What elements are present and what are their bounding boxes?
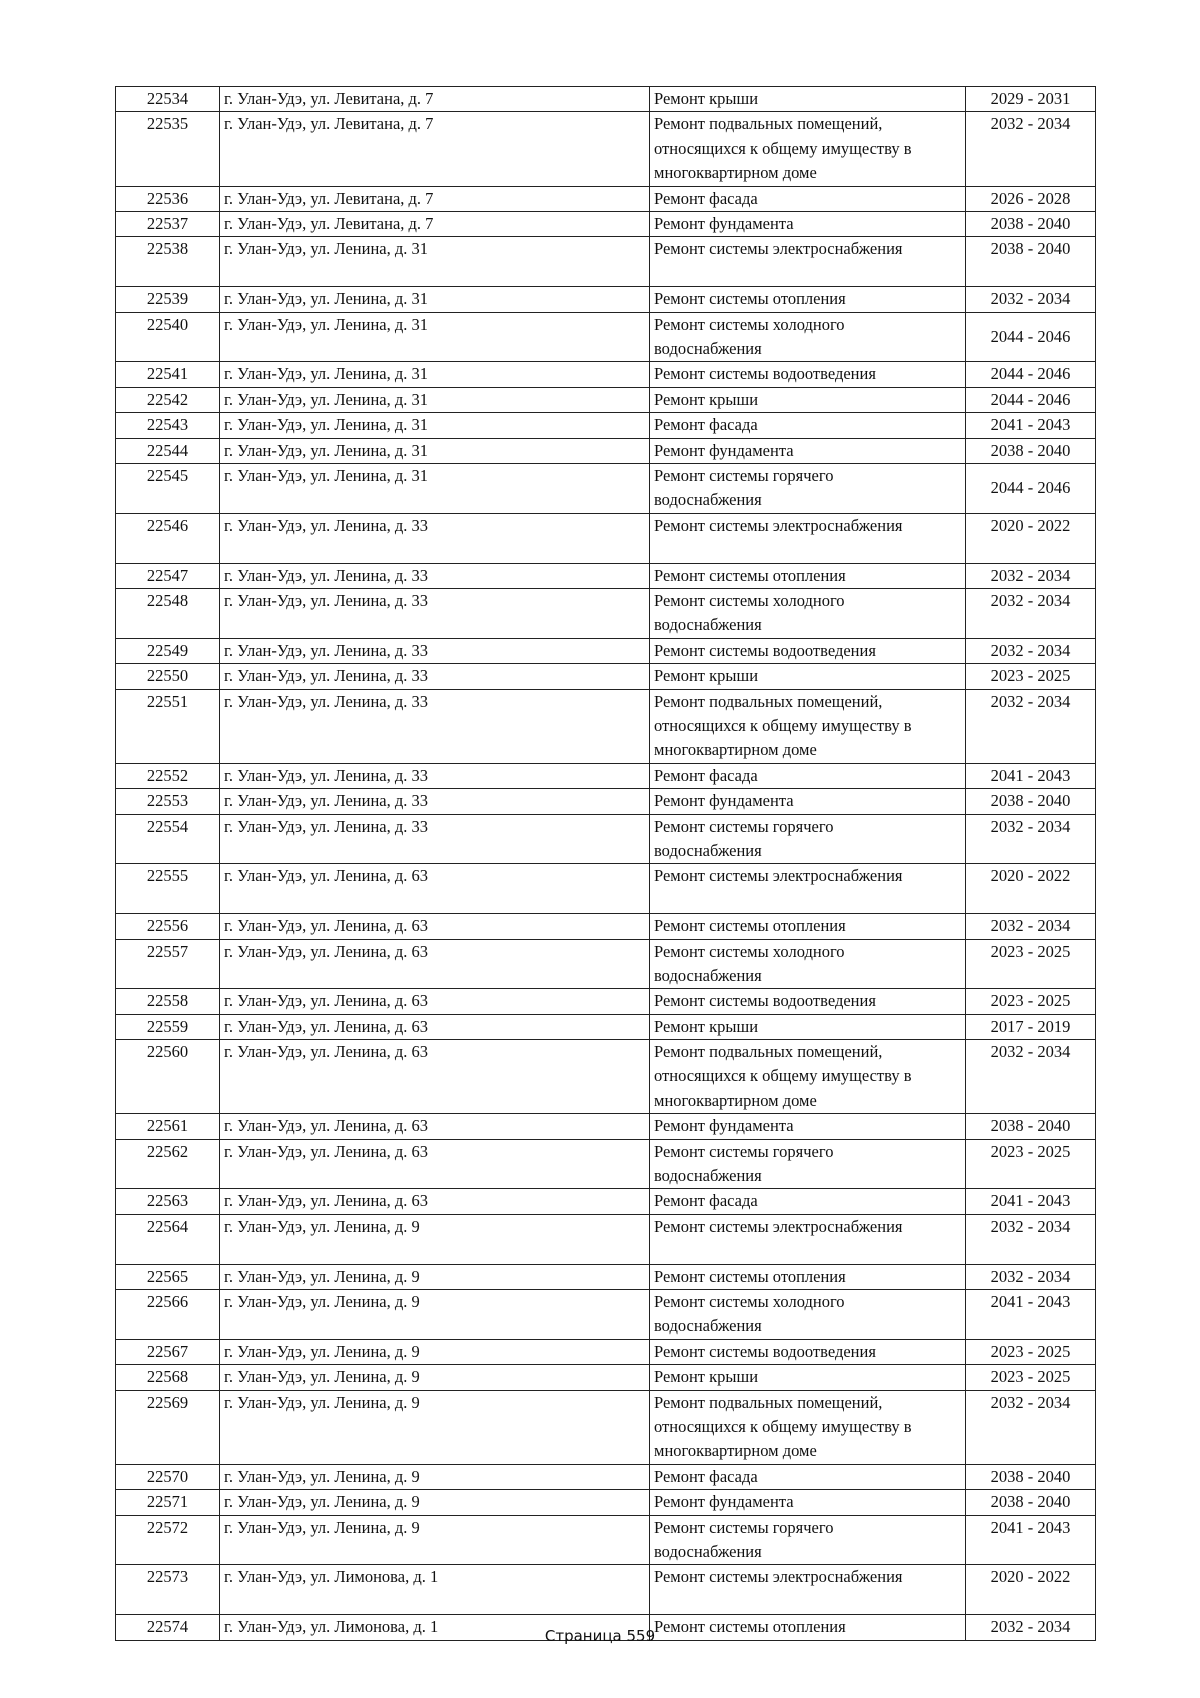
cell-address: г. Улан-Удэ, ул. Ленина, д. 31 bbox=[220, 312, 650, 362]
work-line: Ремонт системы водоотведения bbox=[654, 640, 876, 660]
work-line: Ремонт подвальных помещений, bbox=[654, 691, 883, 711]
cell-work-type bbox=[650, 1390, 966, 1464]
work-line: Ремонт крыши bbox=[654, 1016, 759, 1036]
cell-work-type bbox=[650, 1040, 966, 1114]
cell-period: 2023 - 2025 bbox=[966, 939, 1096, 989]
table-row bbox=[116, 1214, 1096, 1264]
cell-work-type bbox=[650, 1139, 966, 1189]
cell-address: г. Улан-Удэ, ул. Левитана, д. 7 bbox=[220, 186, 650, 211]
cell-work-type bbox=[650, 914, 966, 939]
cell-address: г. Улан-Удэ, ул. Ленина, д. 33 bbox=[220, 513, 650, 563]
work-line bbox=[654, 538, 961, 562]
cell-work-type bbox=[650, 237, 966, 287]
cell-work-type bbox=[650, 87, 966, 112]
cell-work-type bbox=[650, 387, 966, 412]
cell-id: 22548 bbox=[116, 588, 220, 638]
cell-work-type bbox=[650, 1365, 966, 1390]
cell-address: г. Улан-Удэ, ул. Ленина, д. 9 bbox=[220, 1214, 650, 1264]
work-line: водоснабжения bbox=[654, 1316, 762, 1336]
cell-period: 2032 - 2034 bbox=[966, 1214, 1096, 1264]
table-row bbox=[116, 1339, 1096, 1364]
cell-address: г. Улан-Удэ, ул. Ленина, д. 9 bbox=[220, 1264, 650, 1289]
table-row bbox=[116, 463, 1096, 513]
cell-id: 22560 bbox=[116, 1040, 220, 1114]
document-page bbox=[115, 86, 1095, 1641]
cell-work-type bbox=[650, 1339, 966, 1364]
work-line: Ремонт фасада bbox=[654, 765, 758, 785]
table-row bbox=[116, 1565, 1096, 1615]
cell-id: 22538 bbox=[116, 237, 220, 287]
cell-period: 2023 - 2025 bbox=[966, 1365, 1096, 1390]
cell-work-type bbox=[650, 1464, 966, 1489]
table-row bbox=[116, 563, 1096, 588]
work-line: Ремонт фундамента bbox=[654, 440, 794, 460]
cell-address: г. Улан-Удэ, ул. Ленина, д. 33 bbox=[220, 789, 650, 814]
table-row bbox=[116, 1490, 1096, 1515]
cell-address: г. Улан-Удэ, ул. Ленина, д. 63 bbox=[220, 1114, 650, 1139]
work-line: Ремонт системы отопления bbox=[654, 289, 846, 309]
cell-address: г. Улан-Удэ, ул. Ленина, д. 63 bbox=[220, 1014, 650, 1039]
cell-id: 22556 bbox=[116, 914, 220, 939]
table-row bbox=[116, 1365, 1096, 1390]
work-line: Ремонт системы холодного bbox=[654, 590, 845, 610]
cell-id: 22568 bbox=[116, 1365, 220, 1390]
work-line: Ремонт системы горячего bbox=[654, 1517, 834, 1537]
cell-period: 2041 - 2043 bbox=[966, 1290, 1096, 1340]
cell-work-type bbox=[650, 1290, 966, 1340]
work-line: Ремонт системы горячего bbox=[654, 465, 834, 485]
cell-period: 2041 - 2043 bbox=[966, 1515, 1096, 1565]
cell-address: г. Улан-Удэ, ул. Ленина, д. 9 bbox=[220, 1390, 650, 1464]
cell-work-type bbox=[650, 287, 966, 312]
cell-period: 2041 - 2043 bbox=[966, 1189, 1096, 1214]
cell-address: г. Улан-Удэ, ул. Ленина, д. 33 bbox=[220, 763, 650, 788]
cell-id: 22563 bbox=[116, 1189, 220, 1214]
work-line: Ремонт фундамента bbox=[654, 1492, 794, 1512]
cell-id: 22566 bbox=[116, 1290, 220, 1340]
cell-work-type bbox=[650, 513, 966, 563]
table-row bbox=[116, 112, 1096, 186]
cell-id: 22552 bbox=[116, 763, 220, 788]
cell-period: 2032 - 2034 bbox=[966, 1040, 1096, 1114]
cell-id: 22562 bbox=[116, 1139, 220, 1189]
cell-id: 22543 bbox=[116, 413, 220, 438]
table-row bbox=[116, 1114, 1096, 1139]
table-row bbox=[116, 186, 1096, 211]
work-line: Ремонт крыши bbox=[654, 89, 759, 108]
cell-period: 2032 - 2034 bbox=[966, 814, 1096, 864]
work-line: Ремонт системы горячего bbox=[654, 816, 834, 836]
work-line: Ремонт системы отопления bbox=[654, 916, 846, 936]
cell-period: 2029 - 2031 bbox=[966, 87, 1096, 112]
work-line: Ремонт крыши bbox=[654, 389, 759, 409]
cell-work-type bbox=[650, 763, 966, 788]
cell-id: 22564 bbox=[116, 1214, 220, 1264]
cell-address: г. Улан-Удэ, ул. Ленина, д. 63 bbox=[220, 1189, 650, 1214]
cell-address: г. Улан-Удэ, ул. Ленина, д. 63 bbox=[220, 1040, 650, 1114]
cell-id: 22555 bbox=[116, 864, 220, 914]
table-row bbox=[116, 1189, 1096, 1214]
cell-work-type bbox=[650, 1114, 966, 1139]
cell-work-type bbox=[650, 1565, 966, 1615]
cell-id: 22537 bbox=[116, 211, 220, 236]
table-row bbox=[116, 1290, 1096, 1340]
cell-work-type bbox=[650, 312, 966, 362]
cell-id: 22570 bbox=[116, 1464, 220, 1489]
cell-period: 2023 - 2025 bbox=[966, 1339, 1096, 1364]
cell-address: г. Улан-Удэ, ул. Ленина, д. 31 bbox=[220, 387, 650, 412]
table-row bbox=[116, 638, 1096, 663]
work-line: Ремонт подвальных помещений, bbox=[654, 1392, 883, 1412]
cell-work-type bbox=[650, 588, 966, 638]
table-row bbox=[116, 87, 1096, 112]
cell-address: г. Улан-Удэ, ул. Ленина, д. 63 bbox=[220, 914, 650, 939]
cell-id: 22546 bbox=[116, 513, 220, 563]
work-line: многоквартирном доме bbox=[654, 163, 817, 183]
table-row bbox=[116, 914, 1096, 939]
cell-work-type bbox=[650, 413, 966, 438]
cell-period: 2032 - 2034 bbox=[966, 588, 1096, 638]
work-line bbox=[654, 1239, 961, 1263]
cell-address: г. Улан-Удэ, ул. Ленина, д. 9 bbox=[220, 1464, 650, 1489]
table-row bbox=[116, 989, 1096, 1014]
cell-period: 2032 - 2034 bbox=[966, 689, 1096, 763]
work-line: многоквартирном доме bbox=[654, 1441, 817, 1461]
work-line: Ремонт подвальных помещений, bbox=[654, 114, 883, 134]
work-line: Ремонт системы электроснабжения bbox=[654, 1216, 903, 1236]
table-row bbox=[116, 1264, 1096, 1289]
cell-id: 22536 bbox=[116, 186, 220, 211]
cell-work-type bbox=[650, 112, 966, 186]
cell-id: 22574 bbox=[116, 1615, 220, 1640]
cell-period: 2032 - 2034 bbox=[966, 112, 1096, 186]
work-line: водоснабжения bbox=[654, 338, 762, 358]
cell-work-type bbox=[650, 362, 966, 387]
work-line: Ремонт фасада bbox=[654, 1466, 758, 1486]
table-row bbox=[116, 1464, 1096, 1489]
work-line: Ремонт системы водоотведения bbox=[654, 1341, 876, 1361]
table-row bbox=[116, 312, 1096, 362]
cell-address: г. Улан-Удэ, ул. Лимонова, д. 1 bbox=[220, 1565, 650, 1615]
cell-period: 2038 - 2040 bbox=[966, 438, 1096, 463]
cell-work-type bbox=[650, 939, 966, 989]
cell-period: 2044 - 2046 bbox=[966, 312, 1096, 362]
cell-id: 22547 bbox=[116, 563, 220, 588]
work-line: Ремонт системы отопления bbox=[654, 565, 846, 585]
work-line: относящихся к общему имуществу в bbox=[654, 1417, 912, 1437]
cell-address: г. Улан-Удэ, ул. Ленина, д. 9 bbox=[220, 1365, 650, 1390]
cell-period: 2032 - 2034 bbox=[966, 638, 1096, 663]
cell-id: 22545 bbox=[116, 463, 220, 513]
work-line: Ремонт крыши bbox=[654, 1367, 759, 1387]
cell-period: 2023 - 2025 bbox=[966, 1139, 1096, 1189]
cell-work-type bbox=[650, 664, 966, 689]
work-line: многоквартирном доме bbox=[654, 740, 817, 760]
work-line: Ремонт фасада bbox=[654, 188, 758, 208]
cell-address: г. Улан-Удэ, ул. Лимонова, д. 1 bbox=[220, 1615, 650, 1640]
cell-work-type bbox=[650, 638, 966, 663]
cell-address: г. Улан-Удэ, ул. Ленина, д. 33 bbox=[220, 563, 650, 588]
work-line: водоснабжения bbox=[654, 840, 762, 860]
cell-address: г. Улан-Удэ, ул. Ленина, д. 33 bbox=[220, 588, 650, 638]
work-line: Ремонт фасада bbox=[654, 415, 758, 435]
work-line: водоснабжения bbox=[654, 490, 762, 510]
table-row bbox=[116, 287, 1096, 312]
work-line: Ремонт системы горячего bbox=[654, 1141, 834, 1161]
cell-address: г. Улан-Удэ, ул. Ленина, д. 63 bbox=[220, 989, 650, 1014]
table-row bbox=[116, 864, 1096, 914]
cell-work-type bbox=[650, 1214, 966, 1264]
cell-period: 2032 - 2034 bbox=[966, 1615, 1096, 1640]
cell-work-type bbox=[650, 211, 966, 236]
work-line: Ремонт системы отопления bbox=[654, 1617, 846, 1637]
table-row bbox=[116, 939, 1096, 989]
table-row bbox=[116, 362, 1096, 387]
cell-id: 22534 bbox=[116, 87, 220, 112]
cell-id: 22554 bbox=[116, 814, 220, 864]
table-row bbox=[116, 438, 1096, 463]
work-line: Ремонт подвальных помещений, bbox=[654, 1042, 883, 1062]
cell-period: 2044 - 2046 bbox=[966, 362, 1096, 387]
table-row bbox=[116, 1139, 1096, 1189]
table-row bbox=[116, 387, 1096, 412]
cell-period: 2026 - 2028 bbox=[966, 186, 1096, 211]
cell-address: г. Улан-Удэ, ул. Ленина, д. 9 bbox=[220, 1515, 650, 1565]
cell-address: г. Улан-Удэ, ул. Ленина, д. 33 bbox=[220, 638, 650, 663]
work-line: Ремонт фундамента bbox=[654, 213, 794, 233]
cell-period: 2038 - 2040 bbox=[966, 211, 1096, 236]
table-row bbox=[116, 1040, 1096, 1114]
cell-id: 22544 bbox=[116, 438, 220, 463]
work-line: Ремонт системы электроснабжения bbox=[654, 1567, 903, 1587]
cell-work-type bbox=[650, 438, 966, 463]
work-line: относящихся к общему имуществу в bbox=[654, 1066, 912, 1086]
cell-period: 2023 - 2025 bbox=[966, 664, 1096, 689]
cell-work-type bbox=[650, 789, 966, 814]
cell-address: г. Улан-Удэ, ул. Левитана, д. 7 bbox=[220, 87, 650, 112]
repair-schedule-table bbox=[115, 86, 1096, 1641]
work-line: Ремонт крыши bbox=[654, 666, 759, 686]
table-row bbox=[116, 664, 1096, 689]
cell-address: г. Улан-Удэ, ул. Ленина, д. 33 bbox=[220, 664, 650, 689]
cell-address: г. Улан-Удэ, ул. Ленина, д. 31 bbox=[220, 463, 650, 513]
cell-id: 22550 bbox=[116, 664, 220, 689]
cell-id: 22551 bbox=[116, 689, 220, 763]
cell-period: 2017 - 2019 bbox=[966, 1014, 1096, 1039]
cell-work-type bbox=[650, 1189, 966, 1214]
cell-period: 2044 - 2046 bbox=[966, 387, 1096, 412]
cell-period: 2041 - 2043 bbox=[966, 763, 1096, 788]
cell-period: 2041 - 2043 bbox=[966, 413, 1096, 438]
work-line: водоснабжения bbox=[654, 1542, 762, 1562]
cell-id: 22567 bbox=[116, 1339, 220, 1364]
table-row bbox=[116, 814, 1096, 864]
cell-id: 22561 bbox=[116, 1114, 220, 1139]
cell-id: 22535 bbox=[116, 112, 220, 186]
cell-period: 2020 - 2022 bbox=[966, 864, 1096, 914]
table-body bbox=[116, 87, 1096, 1641]
cell-id: 22572 bbox=[116, 1515, 220, 1565]
table-row bbox=[116, 237, 1096, 287]
table-row bbox=[116, 588, 1096, 638]
cell-period: 2020 - 2022 bbox=[966, 513, 1096, 563]
table-row bbox=[116, 1515, 1096, 1565]
cell-address: г. Улан-Удэ, ул. Ленина, д. 31 bbox=[220, 413, 650, 438]
work-line: многоквартирном доме bbox=[654, 1090, 817, 1110]
cell-address: г. Улан-Удэ, ул. Ленина, д. 9 bbox=[220, 1339, 650, 1364]
cell-work-type bbox=[650, 864, 966, 914]
cell-address: г. Улан-Удэ, ул. Ленина, д. 33 bbox=[220, 689, 650, 763]
cell-address: г. Улан-Удэ, ул. Левитана, д. 7 bbox=[220, 112, 650, 186]
cell-work-type bbox=[650, 563, 966, 588]
cell-address: г. Улан-Удэ, ул. Ленина, д. 9 bbox=[220, 1290, 650, 1340]
table-row bbox=[116, 211, 1096, 236]
cell-address: г. Улан-Удэ, ул. Ленина, д. 31 bbox=[220, 287, 650, 312]
cell-id: 22569 bbox=[116, 1390, 220, 1464]
cell-work-type bbox=[650, 1264, 966, 1289]
cell-work-type bbox=[650, 689, 966, 763]
cell-period: 2032 - 2034 bbox=[966, 563, 1096, 588]
work-line: водоснабжения bbox=[654, 1166, 762, 1186]
cell-id: 22558 bbox=[116, 989, 220, 1014]
cell-period: 2044 - 2046 bbox=[966, 463, 1096, 513]
table-row bbox=[116, 413, 1096, 438]
table-row bbox=[116, 1390, 1096, 1464]
cell-period: 2032 - 2034 bbox=[966, 914, 1096, 939]
work-line: водоснабжения bbox=[654, 965, 762, 985]
cell-id: 22557 bbox=[116, 939, 220, 989]
cell-id: 22539 bbox=[116, 287, 220, 312]
work-line: Ремонт системы холодного bbox=[654, 1292, 845, 1312]
cell-period: 2038 - 2040 bbox=[966, 789, 1096, 814]
cell-address: г. Улан-Удэ, ул. Левитана, д. 7 bbox=[220, 211, 650, 236]
work-line: водоснабжения bbox=[654, 615, 762, 635]
cell-period: 2038 - 2040 bbox=[966, 1490, 1096, 1515]
cell-work-type bbox=[650, 1490, 966, 1515]
work-line bbox=[654, 262, 961, 286]
work-line: Ремонт системы отопления bbox=[654, 1266, 846, 1286]
cell-period: 2038 - 2040 bbox=[966, 237, 1096, 287]
cell-work-type bbox=[650, 186, 966, 211]
cell-id: 22571 bbox=[116, 1490, 220, 1515]
cell-period: 2023 - 2025 bbox=[966, 989, 1096, 1014]
cell-address: г. Улан-Удэ, ул. Ленина, д. 31 bbox=[220, 362, 650, 387]
work-line: Ремонт фасада bbox=[654, 1191, 758, 1211]
cell-period: 2020 - 2022 bbox=[966, 1565, 1096, 1615]
table-row bbox=[116, 689, 1096, 763]
cell-id: 22542 bbox=[116, 387, 220, 412]
work-line: относящихся к общему имуществу в bbox=[654, 138, 912, 158]
cell-address: г. Улан-Удэ, ул. Ленина, д. 31 bbox=[220, 438, 650, 463]
table-row bbox=[116, 789, 1096, 814]
work-line: Ремонт системы водоотведения bbox=[654, 364, 876, 384]
cell-work-type bbox=[650, 1014, 966, 1039]
cell-period: 2032 - 2034 bbox=[966, 287, 1096, 312]
cell-address: г. Улан-Удэ, ул. Ленина, д. 31 bbox=[220, 237, 650, 287]
cell-id: 22559 bbox=[116, 1014, 220, 1039]
cell-id: 22540 bbox=[116, 312, 220, 362]
work-line: относящихся к общему имуществу в bbox=[654, 715, 912, 735]
cell-address: г. Улан-Удэ, ул. Ленина, д. 9 bbox=[220, 1490, 650, 1515]
work-line bbox=[654, 1590, 961, 1614]
work-line: Ремонт системы электроснабжения bbox=[654, 239, 903, 259]
cell-period: 2038 - 2040 bbox=[966, 1114, 1096, 1139]
table-row bbox=[116, 763, 1096, 788]
work-line: Ремонт фундамента bbox=[654, 791, 794, 811]
cell-period: 2032 - 2034 bbox=[966, 1264, 1096, 1289]
cell-id: 22573 bbox=[116, 1565, 220, 1615]
cell-id: 22553 bbox=[116, 789, 220, 814]
table-row bbox=[116, 1014, 1096, 1039]
cell-work-type bbox=[650, 463, 966, 513]
page-number: Страница 559 bbox=[544, 1627, 656, 1645]
cell-address: г. Улан-Удэ, ул. Ленина, д. 63 bbox=[220, 939, 650, 989]
cell-address: г. Улан-Удэ, ул. Ленина, д. 63 bbox=[220, 864, 650, 914]
work-line: Ремонт фундамента bbox=[654, 1116, 794, 1136]
cell-id: 22549 bbox=[116, 638, 220, 663]
cell-id: 22565 bbox=[116, 1264, 220, 1289]
cell-work-type bbox=[650, 1515, 966, 1565]
cell-work-type bbox=[650, 814, 966, 864]
work-line bbox=[654, 889, 961, 913]
work-line: Ремонт системы холодного bbox=[654, 314, 845, 334]
cell-address: г. Улан-Удэ, ул. Ленина, д. 33 bbox=[220, 814, 650, 864]
table-row bbox=[116, 513, 1096, 563]
cell-id: 22541 bbox=[116, 362, 220, 387]
work-line: Ремонт системы холодного bbox=[654, 941, 845, 961]
cell-period: 2032 - 2034 bbox=[966, 1390, 1096, 1464]
cell-work-type bbox=[650, 989, 966, 1014]
cell-address: г. Улан-Удэ, ул. Ленина, д. 63 bbox=[220, 1139, 650, 1189]
work-line: Ремонт системы водоотведения bbox=[654, 991, 876, 1011]
cell-period: 2038 - 2040 bbox=[966, 1464, 1096, 1489]
work-line: Ремонт системы электроснабжения bbox=[654, 515, 903, 535]
work-line: Ремонт системы электроснабжения bbox=[654, 866, 903, 886]
